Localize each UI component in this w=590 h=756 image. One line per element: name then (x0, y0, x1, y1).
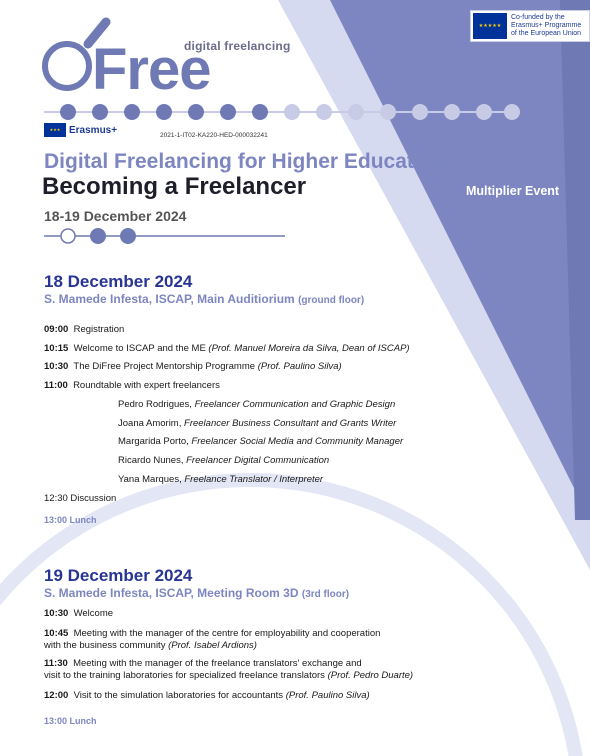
agenda-item: 10:15 Welcome to ISCAP and the ME (Prof. Manuel Moreira da Silva, Dean of ISCAP) (44, 343, 410, 354)
date-dots (50, 226, 150, 246)
dot (380, 104, 396, 120)
day2-venue (44, 586, 349, 600)
dot (220, 104, 236, 120)
dot (156, 104, 172, 120)
day2-date: 19 December 2024 (44, 566, 193, 585)
dot (284, 104, 300, 120)
panelist: Yana Marques, Freelance Translator / Interpreter (118, 474, 324, 485)
dot (444, 104, 460, 120)
agenda-discussion: 12:30 Discussion (44, 493, 117, 504)
agenda-item: 12:00 Visit to the simulation laboratories for accountants (Prof. Paulino Silva) (44, 690, 370, 701)
agenda-item: 11:00 Roundtable with expert freelancers (44, 380, 220, 391)
dot (252, 104, 268, 120)
agenda-item-cont: visit to the training laboratories for specialized freelance translators (Prof. Pedro Duarte) (44, 670, 414, 681)
panelist: Ricardo Nunes, Freelancer Digital Communication (118, 455, 330, 466)
event-dates: 18-19 December 2024 (44, 208, 187, 224)
dot (124, 104, 140, 120)
panelist: Margarida Porto, Freelancer Social Media and Community Manager (118, 436, 404, 447)
day1-date: 18 December 2024 (44, 272, 193, 291)
dot (92, 104, 108, 120)
progress-dots (0, 100, 590, 124)
day1-venue-note: (ground floor) (298, 295, 365, 306)
eu-cofunded-badge (470, 10, 590, 42)
logo-subtitle: digital freelancing (184, 39, 291, 53)
dot (476, 104, 492, 120)
eu-flag-icon: ★★★★★ (473, 13, 507, 39)
event-title: Digital Freelancing for Higher Education (44, 150, 446, 173)
eu-badge-line: of the European Union (511, 30, 582, 37)
day1-venue (44, 292, 364, 306)
eu-flag-icon: ★★★ (44, 123, 66, 137)
dot (412, 104, 428, 120)
day2-venue-name: S. Mamede Infesta, ISCAP, Meeting Room 3D (44, 586, 299, 600)
agenda-item: 10:30 Welcome (44, 608, 114, 619)
lunch-break: 13:00 Lunch (44, 515, 97, 525)
eu-badge-line: Erasmus+ Programme (511, 22, 582, 29)
dot (188, 104, 204, 120)
lunch-break: 13:00 Lunch (44, 716, 97, 726)
agenda-item: 09:00 Registration (44, 324, 125, 335)
erasmus-label: Erasmus+ (69, 124, 118, 136)
agenda-item: 11:30 Meeting with the manager of the freelance translators' exchange and (44, 658, 362, 669)
agenda-item: 10:45 Meeting with the manager of the centre for employability and cooperation (44, 628, 381, 639)
agenda-item: 10:30 The DiFree Project Mentorship Programme (Prof. Paulino Silva) (44, 361, 342, 372)
panelist: Pedro Rodrigues, Freelancer Communication and Graphic Design (118, 399, 396, 410)
agenda-item-cont: with the business community (Prof. Isabel Ardions) (44, 640, 257, 651)
project-code: 2021-1-IT02-KA220-HED-000032241 (160, 132, 268, 139)
eu-badge-line: Co-funded by the (511, 14, 565, 21)
panelist: Joana Amorim, Freelancer Business Consultant and Grants Writer (118, 418, 397, 429)
day2-venue-note: (3rd floor) (301, 589, 350, 600)
day1-venue-name: S. Mamede Infesta, ISCAP, Main Auditiorium (44, 292, 295, 306)
dot (316, 104, 332, 120)
dot (348, 104, 364, 120)
event-subtitle: Becoming a Freelancer (42, 173, 307, 200)
dot (504, 104, 520, 120)
dot (60, 104, 76, 120)
erasmus-logo (44, 123, 117, 137)
event-type: Multiplier Event (466, 184, 560, 198)
